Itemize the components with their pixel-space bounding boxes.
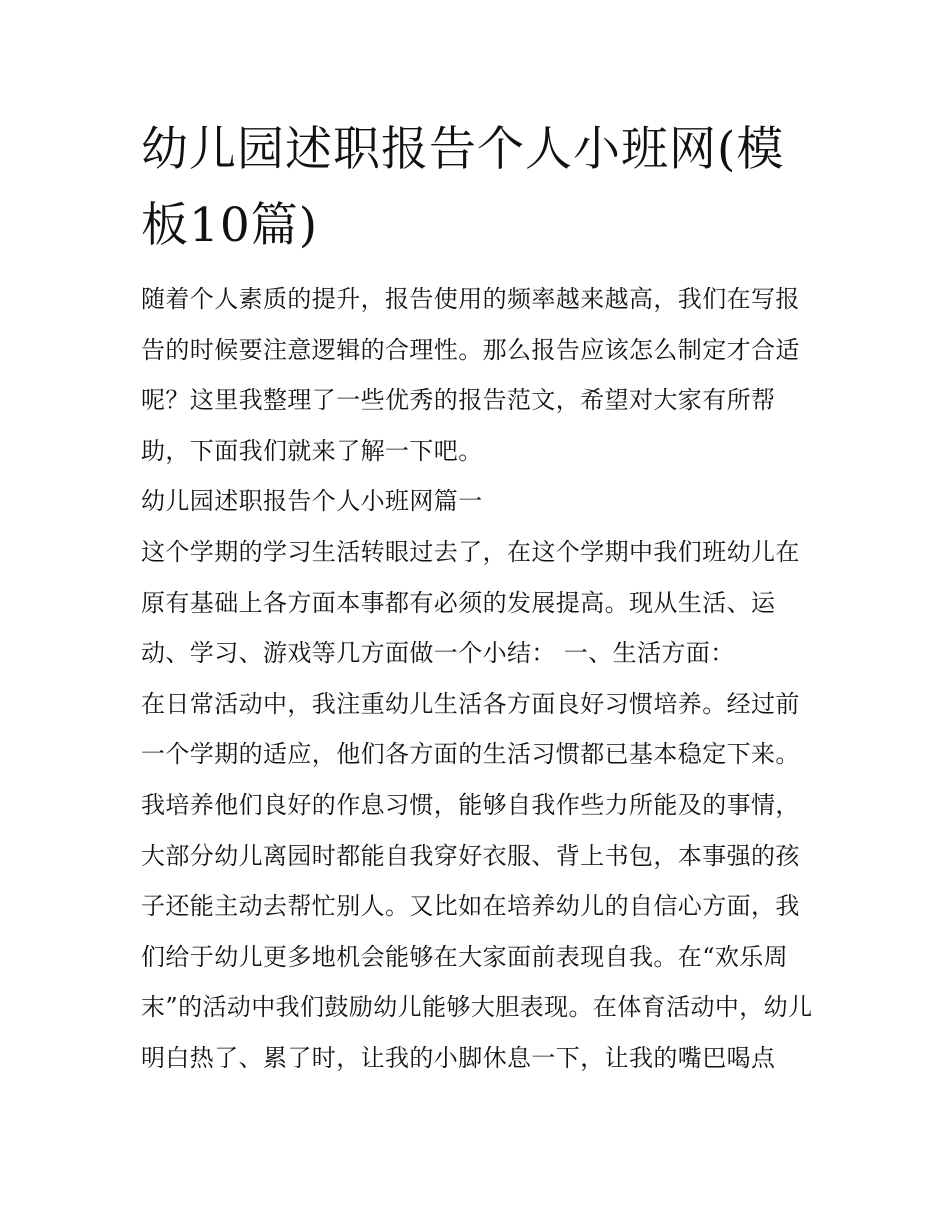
- intro-paragraph: 随着个人素质的提升，报告使用的频率越来越高，我们在写报告的时候要注意逻辑的合理性。那么报告应该怎么制定才合适呢？这里我整理了一些优秀的报告范文，希望对大家有所帮助，下面我们就来了解一下吧。: [141, 285, 800, 465]
- summary-paragraph: 这个学期的学习生活转眼过去了，在这个学期中我们班幼儿在原有基础上各方面本事都有必须的发展提高。现从生活、运动、学习、游戏等几方面做一个小结： 一、生活方面：: [141, 537, 800, 668]
- document-title: 幼儿园述职报告个人小班网(模板10篇): [141, 122, 785, 253]
- document-page: [141, 112, 813, 1084]
- section-heading: 幼儿园述职报告个人小班网篇一: [141, 487, 483, 516]
- document-body: [141, 274, 813, 1084]
- life-paragraph: 在日常活动中，我注重幼儿生活各方面良好习惯培养。经过前一个学期的适应，他们各方面的生活习惯都已基本稳定下来。我培养他们良好的作息习惯，能够自我作些力所能及的事情，大部分幼儿离园时都能自我穿好衣服、背上书包，本事强的孩子还能主动去帮忙别人。又比如在培养幼儿的自信心方面，我们给于幼儿更多地机会能够在大家面前表现自我。在“欢乐周末”的活动中我们鼓励幼儿能够大胆表现。在体育活动中，幼儿明白热了、累了时，让我的小脚休息一下，让我的嘴巴喝点: [141, 689, 813, 1072]
